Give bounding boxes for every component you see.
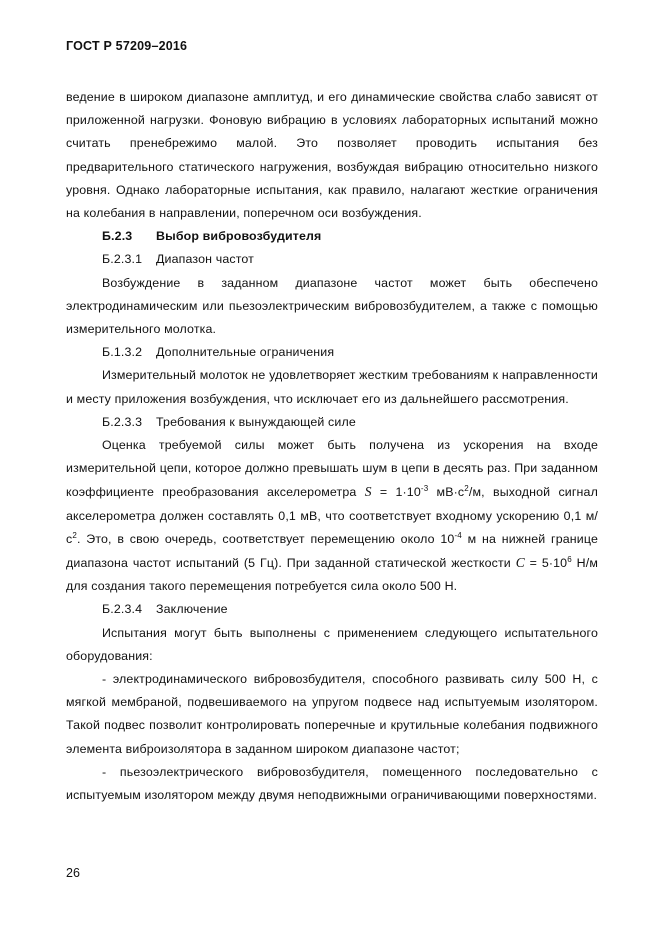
document-body [66, 86, 598, 807]
text-run: м на нижней границе диапазона частот испытаний (5 Гц). При заданной статической жесткости [66, 531, 598, 571]
subsection-title: Диапазон частот [156, 252, 255, 267]
exponent: 2 [72, 530, 77, 540]
subsection-number: Б.2.3.4 [102, 602, 143, 617]
symbol-c: C [515, 555, 525, 571]
section-heading-b23 [66, 225, 598, 248]
list-item-electrodynamic: - электродинамического вибровозбудителя, способного развивать силу 500 Н, с мягкой мембраной, подвешиваемого на упругом подвесе над испытуемым изолятором. Такой подвес позволит контролировать поперечные и крутильные колебания подвижного элемента виброизолятора в заданном широком диапазоне частот; [66, 672, 598, 756]
exponent: -4 [454, 530, 462, 540]
subsection-heading-b234 [66, 598, 598, 621]
subsection-heading-b231 [66, 248, 598, 271]
section-title: Выбор вибровозбудителя [156, 229, 322, 244]
list-item-piezoelectric: - пьезоэлектрического вибровозбудителя, помещенного последовательно с испытуемым изолятором между двумя неподвижными ограничивающими поверхностями. [66, 764, 598, 803]
exponent: -3 [420, 484, 429, 494]
page-number: 26 [66, 866, 80, 880]
document-code-header: ГОСТ Р 57209–2016 [66, 39, 188, 53]
subsection-title: Требования к вынуждающей силе [156, 414, 356, 429]
paragraph-force-requirements [66, 434, 598, 598]
text-run: = 1·10 [371, 485, 421, 500]
exponent: 6 [567, 555, 572, 565]
subsection-number: Б.1.3.2 [102, 345, 143, 360]
text-run: мВ·с [428, 485, 465, 500]
symbol-s: S [364, 484, 372, 500]
text-run: Оценка требуемой силы может быть получена из ускорения на входе измерительной цепи, которое должно превышать шум в цепи в десять раз. При заданном коэффициенте преобразования акселерометра [66, 438, 598, 500]
subsection-heading-b233 [66, 411, 598, 434]
subsection-title: Заключение [156, 602, 228, 617]
section-number: Б.2.3 [102, 229, 133, 244]
text-run: = 5·10 [524, 556, 568, 571]
paragraph-conclusion: Испытания могут быть выполнены с применением следующего испытательного оборудования: [66, 625, 598, 663]
text-run: Н/м для создания такого перемещения потребуется сила около 500 Н. [66, 556, 599, 594]
subsection-heading-b132 [66, 341, 598, 364]
subsection-number: Б.2.3.1 [102, 252, 143, 267]
exponent: 2 [464, 484, 469, 494]
subsection-number: Б.2.3.3 [102, 414, 143, 429]
text-run: /м, выходной сигнал акселерометра должен составлять 0,1 мВ, что соответствует входному ускорению 0,1 м/с [66, 485, 598, 546]
paragraph-continuation: ведение в широком диапазоне амплитуд, и его динамические свойства слабо зависят от приложенной нагрузки. Фоновую вибрацию в условиях лабораторных испытаний можно считать пренебрежимо малой. Это позволяет проводить испытания без предварительного статического нагружения, возбуждая вибрацию относительно низкого уровня. Однако лабораторные испытания, как правило, налагают жесткие ограничения на колебания в направлении, поперечном оси возбуждения. [66, 90, 598, 221]
paragraph-additional-limits: Измерительный молоток не удовлетворяет жестким требованиям к направленности и месту приложения возбуждения, что исключает его из дальнейшего рассмотрения. [66, 368, 598, 406]
text-run: . Это, в свою очередь, соответствует перемещению около 10 [76, 531, 455, 546]
paragraph-frequency-range: Возбуждение в заданном диапазоне частот может быть обеспечено электродинамическим или пьезоэлектрическим вибровозбудителем, а также с помощью измерительного молотка. [66, 275, 598, 337]
subsection-title: Дополнительные ограничения [156, 345, 335, 360]
